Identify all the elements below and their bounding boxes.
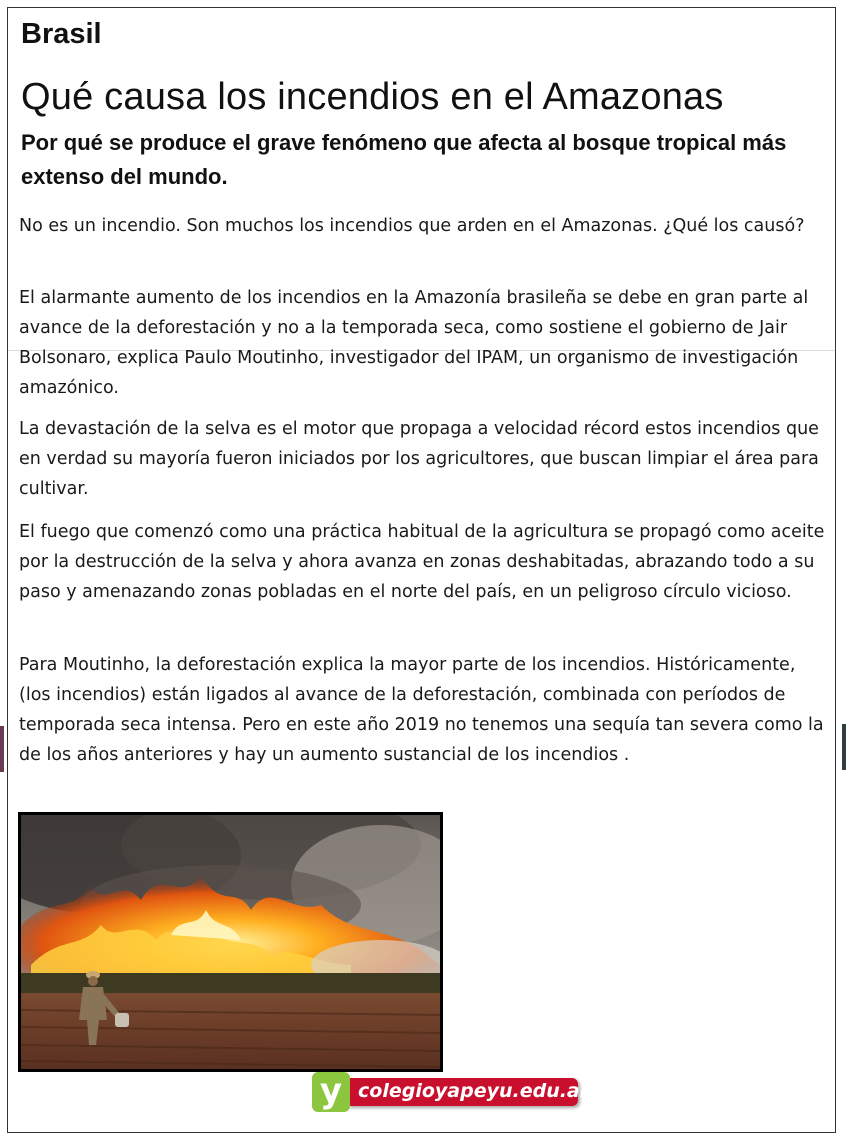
margin-mark-left: [0, 726, 4, 772]
paragraph-5: Para Moutinho, la deforestación explica la mayor parte de los incendios. Históricamente, (los incendios) están ligados al avance de la deforestación, combinada con períodos de temporada seca intensa. Pero en este año 2019 no tenemos una sequía tan severa como la de los años anteriores y hay un aumento sustancial de los incendios .: [19, 655, 824, 765]
logo-y-icon: y: [312, 1072, 350, 1112]
paragraph-4: El fuego que comenzó como una práctica habitual de la agricultura se propagó como aceite por la destrucción de la selva y ahora avanza en zonas deshabitadas, abrazando todo a su paso y amenazando zonas pobladas en el norte del país, en un peligroso círculo vicioso.: [19, 522, 825, 602]
article-title: Qué causa los incendios en el Amazonas: [21, 76, 724, 118]
article-subtitle: Por qué se produce el grave fenómeno que afecta al bosque tropical más extenso del mundo.: [21, 130, 787, 189]
paragraph-3: La devastación de la selva es el motor que propaga a velocidad récord estos incendios que en verdad su mayoría fueron iniciados por los agricultores, que buscan limpiar el área para cultivar.: [19, 419, 819, 499]
margin-mark-right: [842, 724, 846, 770]
logo-banner: [348, 1078, 590, 1106]
school-logo: [312, 1071, 590, 1114]
paragraph-1: No es un incendio. Son muchos los incendios que arden en el Amazonas. ¿Qué los causó?: [19, 216, 805, 236]
section-label: Brasil: [21, 18, 102, 50]
paragraph-2: El alarmante aumento de los incendios en la Amazonía brasileña se debe en gran parte al avance de la deforestación y no a la temporada seca, como sostiene el gobierno de Jair Bolsonaro, explica Paulo Moutinho, investigador del IPAM, un organismo de investigación amazónico.: [19, 288, 809, 398]
wildfire-photo: [18, 812, 443, 1072]
logo-url-text: colegioyapeyu.edu.ar: [358, 1080, 590, 1102]
